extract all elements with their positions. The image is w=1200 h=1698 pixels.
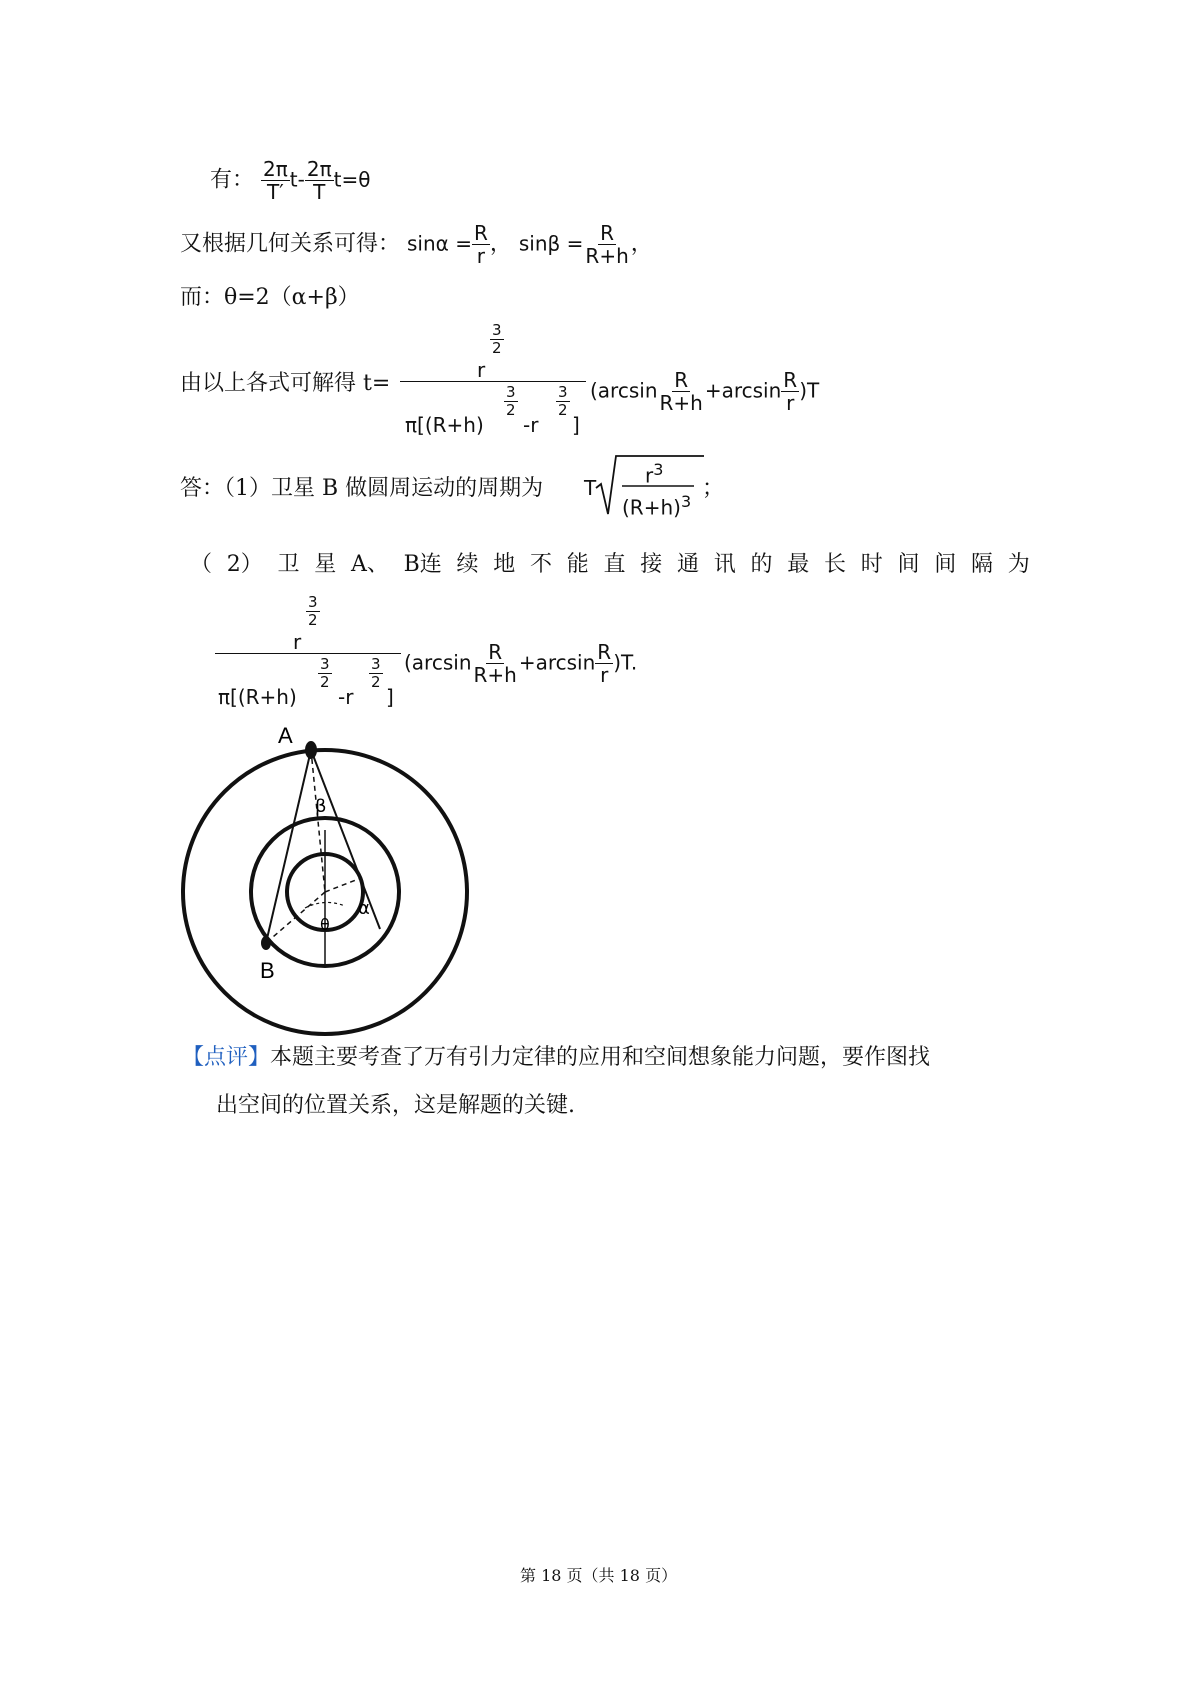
line-A-center [311, 750, 325, 892]
label-A: A [278, 723, 293, 748]
fraction-bar [215, 653, 401, 654]
line-A-B [266, 750, 311, 943]
exponent: $\frac{3}{2}$ [308, 593, 318, 629]
exponent: $\frac{3}{2}$ [506, 383, 516, 419]
line-center-B [266, 892, 325, 943]
orbit-diagram [175, 720, 485, 1040]
answer-line-2: （ 2） 卫 星 A、 B连 续 地 不 能 直 接 通 讯 的 最 长 时 间 间 隔 为 [190, 552, 1030, 577]
equation-line-1: 有： $\frac{2\pi}{T'}$ t- $\frac{2\pi}{T}$ t=θ [210, 157, 371, 204]
fraction: $\frac{R}{R+h}$ [659, 368, 703, 415]
label-beta: β [315, 796, 327, 817]
fraction: $\frac{R}{R+h}$ [585, 221, 629, 268]
exponent: $\frac{3}{2}$ [492, 321, 502, 357]
label-B: B [260, 958, 275, 983]
satellite-B [261, 936, 271, 950]
fraction-bar [400, 381, 586, 382]
fraction: $\frac{R}{r}$ [597, 640, 612, 687]
equation-line-3: 而：θ=2（α+β） [180, 285, 360, 310]
comment-tag: 【点评】 [182, 1045, 271, 1070]
label-alpha: α [358, 898, 370, 919]
exponent: $\frac{3}{2}$ [371, 655, 381, 691]
comment-line-2: 出空间的位置关系，这是解题的关键. [216, 1093, 575, 1118]
fraction: $\frac{2\pi}{T'}$ [263, 157, 288, 204]
page-footer: 第 18 页（共 18 页） [520, 1566, 678, 1585]
exponent: $\frac{3}{2}$ [320, 655, 330, 691]
exponent: $\frac{3}{2}$ [558, 383, 568, 419]
label-theta: θ [320, 915, 330, 934]
prefix: 有： [210, 167, 255, 193]
fraction: $\frac{R}{r}$ [783, 368, 798, 415]
line-center-tangent [325, 878, 361, 892]
satellite-A [305, 741, 317, 759]
equation-line-2: 又根据几何关系可得： sinα = $\frac{R}{r}$ ， sinβ = $\frac{R}{R+h}$ ， [180, 221, 653, 268]
comment-line-1: 【点评】本题主要考查了万有引力定律的应用和空间想象能力问题，要作图找 [182, 1045, 931, 1070]
fraction: $\frac{2\pi}{T}$ [306, 157, 332, 204]
fraction: $\frac{R}{r}$ [473, 221, 488, 268]
fraction: $\frac{R}{R+h}$ [473, 640, 517, 687]
